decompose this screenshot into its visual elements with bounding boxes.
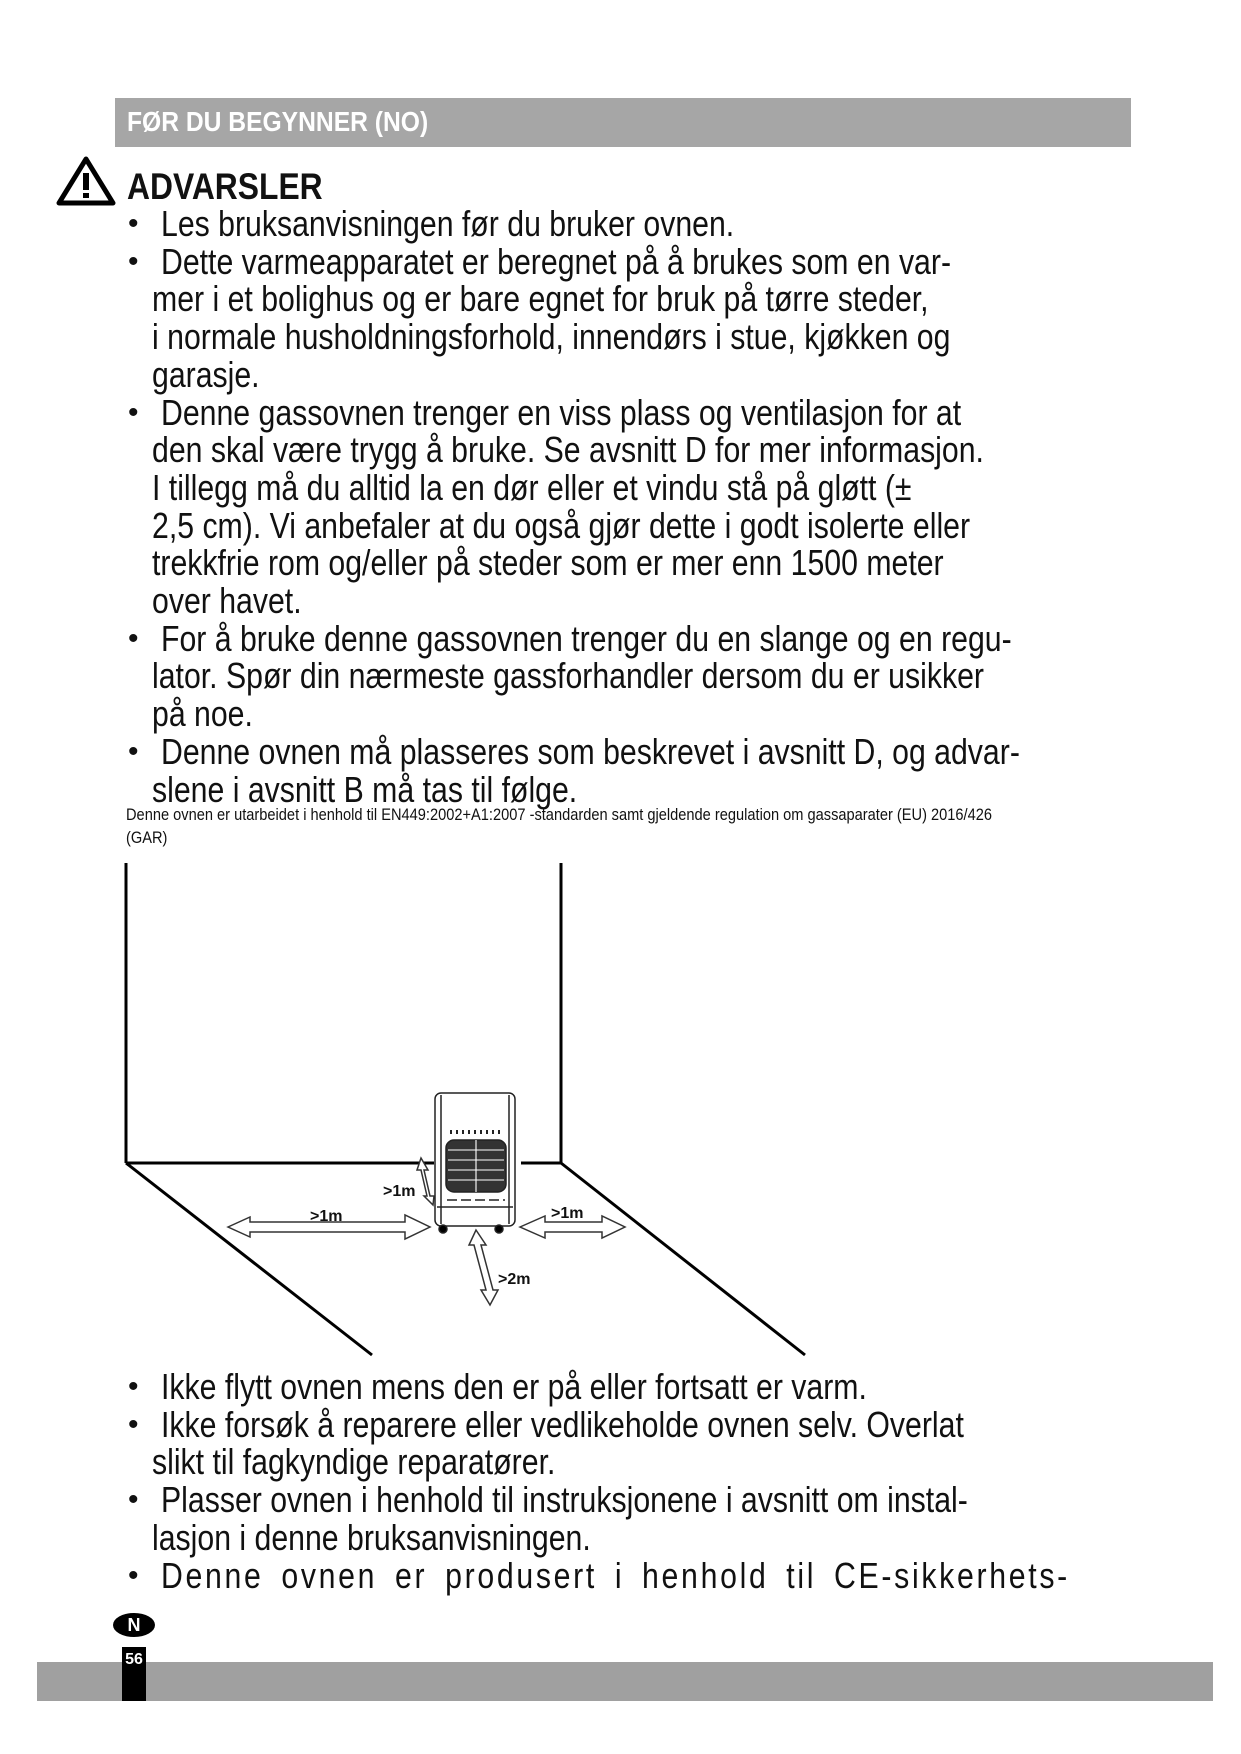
list-item-line: trekkfrie rom og/eller på steder som er mer enn 1500 meter — [152, 542, 944, 584]
list-item-line: lasjon i denne bruksanvisningen. — [152, 1516, 591, 1558]
bullet-icon: • — [128, 207, 139, 240]
list-item-line: Denne gassovnen trenger en viss plass og ventilasjon for at — [161, 391, 962, 433]
warnings-title: ADVARSLER — [127, 166, 323, 207]
footnote-line: Denne ovnen er utarbeidet i henhold til EN449:2002+A1:2007 -standarden samt gjeldende regulation om gassaparater (EU) 2016/426 — [126, 805, 993, 824]
back-arrow — [417, 1158, 434, 1205]
list-item-line: slene i avsnitt B må tas til følge. — [152, 768, 578, 810]
list-item-line: Ikke forsøk å reparere eller vedlikeholde ovnen selv. Overlat — [161, 1403, 964, 1445]
left-clearance-label: >1m — [310, 1208, 343, 1225]
list-item-line: på noe. — [152, 693, 253, 735]
list-item-line: Plasser ovnen i henhold til instruksjonene i avsnitt om instal- — [161, 1479, 968, 1521]
bullet-icon: • — [128, 395, 139, 429]
right-clearance-label: >1m — [551, 1205, 584, 1222]
list-item-line: den skal være trygg å bruke. Se avsnitt D for mer informasjon. — [152, 429, 984, 471]
list-item-line: 2,5 cm). Vi anbefaler at du også gjør dette i godt isolerte eller — [152, 504, 971, 546]
bullet-icon: • — [128, 1483, 139, 1517]
bullet-icon: • — [128, 621, 139, 655]
section-title: FØR DU BEGYNNER (NO) — [127, 106, 429, 137]
language-badge: N — [113, 1613, 155, 1637]
front-clearance-label: >2m — [498, 1271, 531, 1288]
list-item-line: For å bruke denne gassovnen trenger du en slange og en regu- — [161, 617, 1012, 659]
bullet-icon: • — [128, 1407, 139, 1441]
back-clearance-label: >1m — [383, 1183, 416, 1200]
list-item-line: Ikke flytt ovnen mens den er på eller fortsatt er varm. — [161, 1366, 867, 1407]
list-item-line: garasje. — [152, 353, 260, 395]
list-item-line: Dette varmeapparatet er beregnet på å brukes som en var- — [161, 240, 952, 282]
list-item-line: Denne ovnen må plasseres som beskrevet i avsnitt D, og advar- — [161, 730, 1020, 772]
list-item-line: i normale husholdningsforhold, innendørs i stue, kjøkken og — [152, 316, 951, 358]
bullet-icon: • — [128, 1370, 139, 1403]
bullet-icon: • — [128, 244, 139, 278]
footer-bar — [37, 1662, 1213, 1701]
list-item-line: I tillegg må du alltid la en dør eller et vindu stå på gløtt (± — [152, 466, 912, 508]
list-item-line: lator. Spør din nærmeste gassforhandler dersom du er usikker — [152, 655, 984, 697]
front-arrow — [469, 1230, 498, 1305]
gas-heater-icon — [435, 1093, 515, 1233]
bullet-icon: • — [128, 734, 139, 768]
list-item-line: Les bruksanvisningen før du bruker ovnen. — [161, 203, 735, 244]
footnote-line: (GAR) — [126, 828, 168, 847]
list-item-line: over havet. — [152, 580, 302, 621]
clearance-arrows — [228, 1158, 625, 1305]
list-item-line: slikt til fagkyndige reparatører. — [152, 1441, 556, 1483]
page-number: 56 — [122, 1647, 146, 1701]
bullet-icon: • — [128, 1558, 139, 1592]
list-item-line: mer i et bolighus og er bare egnet for bruk på tørre steder, — [152, 278, 929, 320]
list-item-line: Denne ovnen er produsert i henhold til CE-sikkerhets- — [161, 1554, 1070, 1596]
